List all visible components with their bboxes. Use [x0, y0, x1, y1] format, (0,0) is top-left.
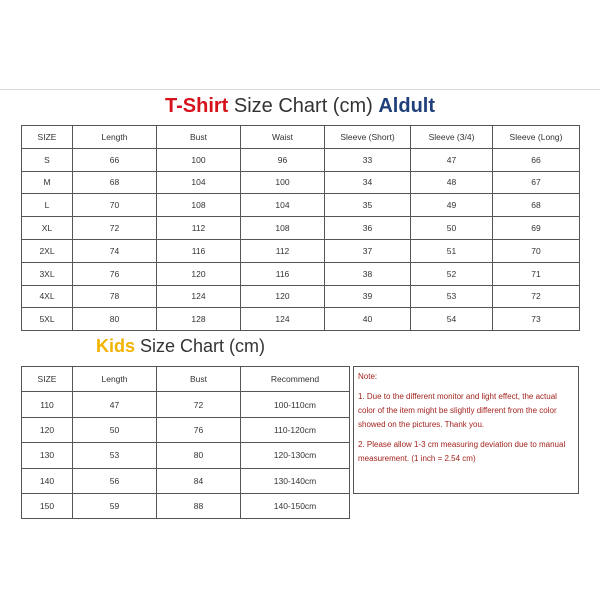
table-cell: 67	[493, 171, 580, 194]
table-cell: 120	[241, 285, 325, 308]
table-cell: 76	[157, 417, 241, 442]
note-item-1: 1. Due to the different monitor and light effect, the actual color of the item might be slightly different from the color showed on the pictures. Thank you.	[358, 392, 557, 429]
adult-label: Aldult	[378, 95, 436, 117]
table-cell: 66	[493, 148, 580, 171]
column-header: Recommend	[241, 367, 350, 392]
table-cell: S	[22, 148, 73, 171]
column-header: Length	[73, 126, 157, 149]
table-row	[22, 171, 580, 194]
column-header: Sleeve (3/4)	[411, 126, 493, 149]
table-cell: 70	[73, 194, 157, 217]
kids-label: Kids	[96, 336, 136, 356]
table-cell: 50	[411, 217, 493, 240]
table-cell: 53	[73, 443, 157, 468]
column-header: Sleeve (Short)	[325, 126, 411, 149]
table-row	[22, 285, 580, 308]
table-cell: 37	[325, 239, 411, 262]
table-cell: L	[22, 194, 73, 217]
table-row	[22, 217, 580, 240]
table-cell: 2XL	[22, 239, 73, 262]
table-cell: 4XL	[22, 285, 73, 308]
table-cell: 40	[325, 308, 411, 331]
column-header: Waist	[241, 126, 325, 149]
table-cell: 130-140cm	[241, 468, 350, 493]
table-row	[22, 262, 580, 285]
table-cell: XL	[22, 217, 73, 240]
table-cell: 47	[73, 392, 157, 417]
table-cell: 53	[411, 285, 493, 308]
table-cell: 5XL	[22, 308, 73, 331]
table-cell: 66	[73, 148, 157, 171]
table-cell: 70	[493, 239, 580, 262]
table-cell: 110	[22, 392, 73, 417]
column-header: SIZE	[22, 126, 73, 149]
note-box	[353, 366, 579, 494]
kids-size-table	[21, 366, 350, 519]
table-row	[22, 443, 350, 468]
table-cell: 33	[325, 148, 411, 171]
table-cell: 130	[22, 443, 73, 468]
table-cell: 3XL	[22, 262, 73, 285]
table-cell: 34	[325, 171, 411, 194]
table-cell: 39	[325, 285, 411, 308]
table-cell: 71	[493, 262, 580, 285]
note-label: Note:	[358, 372, 378, 381]
table-row	[22, 392, 350, 417]
table-cell: 100	[157, 148, 241, 171]
table-cell: 108	[157, 194, 241, 217]
table-cell: 54	[411, 308, 493, 331]
table-cell: 49	[411, 194, 493, 217]
table-cell: 47	[411, 148, 493, 171]
column-header: Bust	[157, 367, 241, 392]
table-cell: 48	[411, 171, 493, 194]
table-cell: 124	[157, 285, 241, 308]
column-header: Length	[73, 367, 157, 392]
table-cell: 80	[157, 443, 241, 468]
table-cell: 59	[73, 493, 157, 518]
column-header: SIZE	[22, 367, 73, 392]
adult-chart-title	[0, 93, 600, 119]
table-cell: 120-130cm	[241, 443, 350, 468]
table-cell: 35	[325, 194, 411, 217]
table-cell: 50	[73, 417, 157, 442]
table-cell: 68	[493, 194, 580, 217]
column-header: Sleeve (Long)	[493, 126, 580, 149]
size-chart-label: Size Chart (cm)	[228, 95, 379, 117]
table-cell: 140	[22, 468, 73, 493]
table-cell: 100-110cm	[241, 392, 350, 417]
table-cell: 56	[73, 468, 157, 493]
top-divider	[0, 89, 600, 90]
table-cell: 72	[73, 217, 157, 240]
note-item-2: 2. Please allow 1-3 cm measuring deviation due to manual measurement. (1 inch = 2.54 cm)	[358, 440, 566, 463]
table-cell: 124	[241, 308, 325, 331]
table-cell: 72	[493, 285, 580, 308]
table-row	[22, 148, 580, 171]
table-cell: 108	[241, 217, 325, 240]
kids-chart-title	[96, 334, 265, 358]
table-cell: 84	[157, 468, 241, 493]
table-row	[22, 239, 580, 262]
table-row	[22, 417, 350, 442]
table-cell: 140-150cm	[241, 493, 350, 518]
table-cell: M	[22, 171, 73, 194]
table-row	[22, 194, 580, 217]
table-cell: 100	[241, 171, 325, 194]
table-cell: 51	[411, 239, 493, 262]
kids-size-chart-label: Size Chart (cm)	[135, 336, 266, 356]
table-cell: 72	[157, 392, 241, 417]
table-cell: 76	[73, 262, 157, 285]
table-row	[22, 308, 580, 331]
tshirt-label: T-Shirt	[164, 95, 229, 117]
table-cell: 112	[241, 239, 325, 262]
table-cell: 116	[157, 239, 241, 262]
table-header-row	[22, 367, 350, 392]
table-cell: 88	[157, 493, 241, 518]
table-row	[22, 493, 350, 518]
table-cell: 52	[411, 262, 493, 285]
adult-size-table	[21, 125, 580, 331]
table-cell: 116	[241, 262, 325, 285]
table-cell: 96	[241, 148, 325, 171]
table-cell: 73	[493, 308, 580, 331]
table-row	[22, 468, 350, 493]
table-cell: 68	[73, 171, 157, 194]
column-header: Bust	[157, 126, 241, 149]
table-cell: 36	[325, 217, 411, 240]
table-cell: 150	[22, 493, 73, 518]
table-cell: 104	[241, 194, 325, 217]
table-cell: 110-120cm	[241, 417, 350, 442]
table-header-row	[22, 126, 580, 149]
table-cell: 120	[157, 262, 241, 285]
table-cell: 112	[157, 217, 241, 240]
table-cell: 80	[73, 308, 157, 331]
table-cell: 69	[493, 217, 580, 240]
table-cell: 78	[73, 285, 157, 308]
table-cell: 38	[325, 262, 411, 285]
table-cell: 104	[157, 171, 241, 194]
table-cell: 74	[73, 239, 157, 262]
table-cell: 128	[157, 308, 241, 331]
table-cell: 120	[22, 417, 73, 442]
